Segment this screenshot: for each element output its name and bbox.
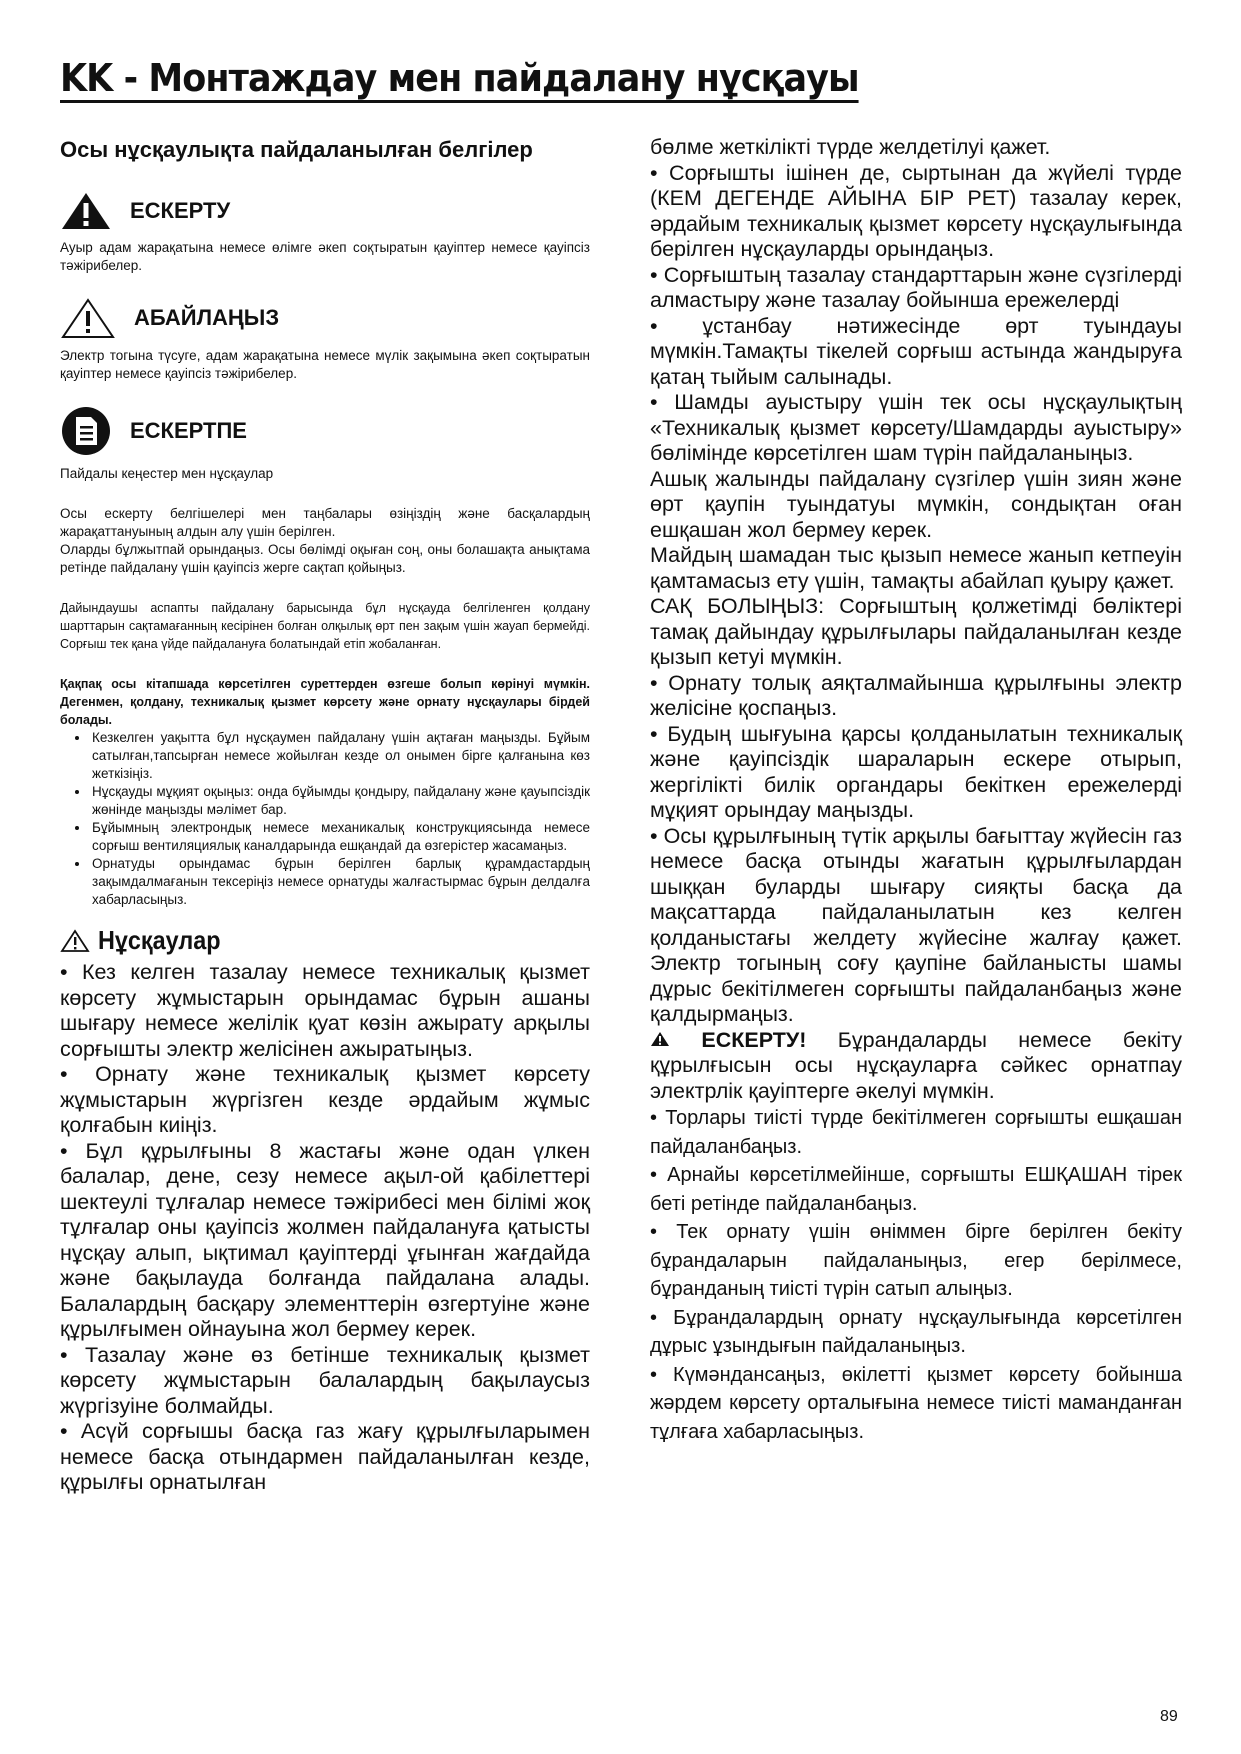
warning-filled-icon (60, 191, 112, 231)
intro-bullet-list (60, 729, 590, 909)
instruction-paragraph: Ашық жалынды пайдалану сүзгілер үшін зиян және өрт қаупін туындатуы мүмкін, сондықтан оған ешқашан жол бермеу керек. (650, 466, 1182, 542)
instructions-heading (60, 925, 590, 956)
warning-text: Ауыр адам жарақатына немесе өлімге әкеп соқтыратын қауіптер немесе қауіпсіз тәжірибелер. (60, 240, 590, 273)
screw-warning-text: Бұрандаларды немесе бекіту құрылғысын осы нұсқауларға сәйкес орнатпау электрлік қауіптерге әкелуі мүмкін. (650, 1027, 1182, 1103)
instruction-paragraph: • Асүй сорғышы басқа газ жағу құрылғыларымен немесе басқа отындармен пайдаланылған кезде, құрылғы орнатылған (60, 1419, 590, 1494)
caution-outline-icon (60, 297, 116, 339)
instruction-paragraph: • Будың шығуына қарсы қолданылатын техникалық және қауіпсіздік шараларын ескере отырып, жергілікті билік органдары бекіткен ережелерді мұқият орындау маңызды. (650, 721, 1182, 822)
list-item: • Нұсқауды мұқият оқыңыз: онда бұйымды қондыру, пайдалану және қауыпсіздік жөнінде маңызды мәлімет бар. (90, 783, 590, 819)
instruction-paragraph: • Кез келген тазалау немесе техникалық қызмет көрсету жұмыстарын орындамас бұрын ашаны шығару немесе желілік қуат көзін ажырату арқылы сорғышты электр желісінен ажыратыңыз. (60, 960, 590, 1061)
caution-label: АБАЙЛАҢЫЗ (134, 305, 280, 330)
page-number: 89 (1160, 1708, 1178, 1725)
instructions-right-text (650, 135, 1182, 1104)
instruction-paragraph: • Тазалау және өз бетінше техникалық қызмет көрсету жұмыстарын балалардың бақылаусыз жүргізуіне болмайды. (60, 1342, 590, 1418)
instruction-paragraph: • Бұрандалардың орнату нұсқаулығында көрсетілген дұрыс ұзындығын пайдаланыңыз. (650, 1306, 1182, 1357)
instruction-paragraph: • ұстанбау нәтижесінде өрт туындауы мүмкін.Тамақты тікелей сорғыш астында жандыруға қатаң тыйым салынады. (650, 313, 1182, 389)
instruction-paragraph: Майдың шамадан тыс қызып немесе жанып кетпеуін қамтамасыз ету үшін, тамақты абайлап қуыру қажет. (650, 543, 1182, 593)
caution-text: Электр тогына түсуге, адам жарақатына немесе мүлік зақымына әкеп соқтыратын қауіптер немесе қауіпсіз тәжірибелер. (60, 348, 590, 381)
instruction-paragraph: • Сорғыштың тазалау стандарттарын және сүзгілерді алмастыру және тазалау бойынша ережелерді (650, 262, 1182, 312)
instruction-paragraph: • Күмәндансаңыз, өкілетті қызмет көрсету бойынша жәрдем көрсету орталығына немесе тиісті маманданған тұлғаға хабарласыңыз. (650, 1363, 1182, 1443)
note-sign (60, 405, 590, 457)
caution-sign (60, 297, 590, 339)
intro-paragraph-2: Оларды бұлжытпай орындаңыз. Осы бөлімді оқыған соң, оны болашақта анықтама ретінде пайдалану үшін қауіпсіз жерге сақтап қойыңыз. (60, 542, 590, 575)
list-item: • Бұйымның электрондық немесе механикалық конструкциясында немесе сорғыш вентиляциялық каналдарында ешқандай да өзгерістер жасамаңыз. (90, 819, 590, 855)
warning-filled-icon (650, 1031, 670, 1047)
note-label: ЕСКЕРТПЕ (130, 418, 247, 443)
instruction-paragraph: • Арнайы көрсетілмейінше, сорғышты ЕШҚАШАН тірек беті ретінде пайдаланбаңыз. (650, 1164, 1182, 1215)
list-item: • Орнатуды орындамас бұрын берілген барлық құрамдастардың зақымдалмағанын тексеріңіз немесе орнатуды жалғастырмас бұрын делдалға хабарласыңыз. (90, 855, 590, 909)
warning-label: ЕСКЕРТУ (130, 198, 231, 223)
instructions-left-text (60, 960, 590, 1496)
cover-note: Қақпақ осы кітапшада көрсетілген суреттерден өзгеше болып көрінуі мүмкін. Дегенмен, қолдану, техникалық қызмет көрсету және орнату нұсқаулары бірдей болады. (60, 677, 590, 727)
instructions-heading-text: Нұсқаулар (98, 925, 221, 955)
page-title-text: KK - Монтаждау мен пайдалану нұсқауы (60, 56, 859, 103)
note-text: Пайдалы кеңестер мен нұсқаулар (60, 466, 274, 481)
instruction-paragraph: • Торлары тиісті түрде бекітілмеген сорғышты ешқашан пайдаланбаңыз. (650, 1107, 1182, 1158)
screw-warning (650, 1028, 1182, 1105)
caution-outline-icon (60, 929, 90, 953)
symbols-heading: Осы нұсқаулықта пайдаланылған белгілер (60, 137, 533, 162)
instruction-paragraph: бөлме жеткілікті түрде желдетілуі қажет. (650, 135, 1051, 159)
instruction-paragraph: • Орнату және техникалық қызмет көрсету жұмыстарын жүргізген кезде әрдайым жұмыс қолғабын киіңіз. (60, 1062, 590, 1137)
screw-warning-label: ЕСКЕРТУ! (701, 1027, 807, 1052)
left-column (60, 135, 590, 1496)
page-title (60, 58, 1090, 100)
manufacturer-disclaimer: Дайындаушы аспапты пайдалану барысында бұл нұсқауда белгіленген қолдану шарттарын сақтамағанның кесірінен болған олқылық өрт пен зақым үшін жауап бермейді. Сорғыш тек қана үйде пайдалануға болатындай етіп жобаланған. (60, 601, 590, 651)
list-item: • Кезкелген уақытта бұл нұсқаумен пайдалану үшін ақтаған маңызды. Бұйым сатылған,тапсырған немесе жойылған кезде ол онымен бірге қалғанына көз жеткізіңіз. (90, 729, 590, 783)
intro-paragraph-1: Осы ескерту белгішелері мен таңбалары өзіңіздің және басқалардың жарақаттануының алдын алу үшін берілген. (60, 506, 590, 539)
instruction-paragraph: • Шамды ауыстыру үшін тек осы нұсқаулықтың «Техникалық қызмет көрсету/Шамдарды ауыстыру» бөлімінде көрсетілген шам түрін пайдаланыңыз. (650, 390, 1182, 465)
warning-sign (60, 191, 590, 231)
instruction-paragraph: • Осы құрылғының түтік арқылы бағыттау жүйесін газ немесе басқа отынды жағатын құрылғылардан шыққан буларды шығару сияқты басқа да мақсаттарда пайдаланылатын кез келген қолданыстағы желдету жүйесіне жалғау қажет. Электр тогының соғу қаупіне байланысты шамы дұрыс бекітілмеген сорғышты пайдаланбаңыз және қалдырмаңыз. (650, 823, 1182, 1026)
document-note-icon (60, 405, 112, 457)
right-column (650, 135, 1182, 1446)
instruction-paragraph: • Орнату толық аяқталмайынша құрылғыны электр желісіне қоспаңыз. (650, 670, 1182, 720)
instruction-paragraph: САҚ БОЛЫҢЫЗ: Сорғыштың қолжетімді бөліктері тамақ дайындау құрылғылары пайдаланылған кезде қызып кетуі мүмкін. (650, 594, 1182, 669)
instruction-paragraph: • Тек орнату үшін өніммен бірге берілген бекіту бұрандаларын пайдаланыңыз, егер берілмесе, бұранданың тиісті түрін сатып алыңыз. (650, 1221, 1182, 1300)
instruction-paragraph: • Бұл құрылғыны 8 жастағы және одан үлкен балалар, дене, сезу немесе ақыл-ой қабілеттері шектеулі тұлғалар немесе тәжірибесі мен білімі жоқ тұлғалар оны қауіпсіз жолмен пайдалануға қатысты нұсқау алып, ықтимал қауіптерді ұғынған жағдайда және бақылауда болғанда пайдалана алады. Балалардың басқару элементтерін өзгертуіне және құрылғымен ойнауына жол бермеу керек. (60, 1138, 590, 1341)
instruction-paragraph: • Сорғышты ішінен де, сыртынан да жүйелі түрде (КЕМ ДЕГЕНДЕ АЙЫНА БІР РЕТ) тазалау керек, әрдайым техникалық қызмет көрсету нұсқаулығында берілген нұсқауларды орындаңыз. (650, 160, 1182, 261)
instructions-right-tail (650, 1104, 1182, 1446)
